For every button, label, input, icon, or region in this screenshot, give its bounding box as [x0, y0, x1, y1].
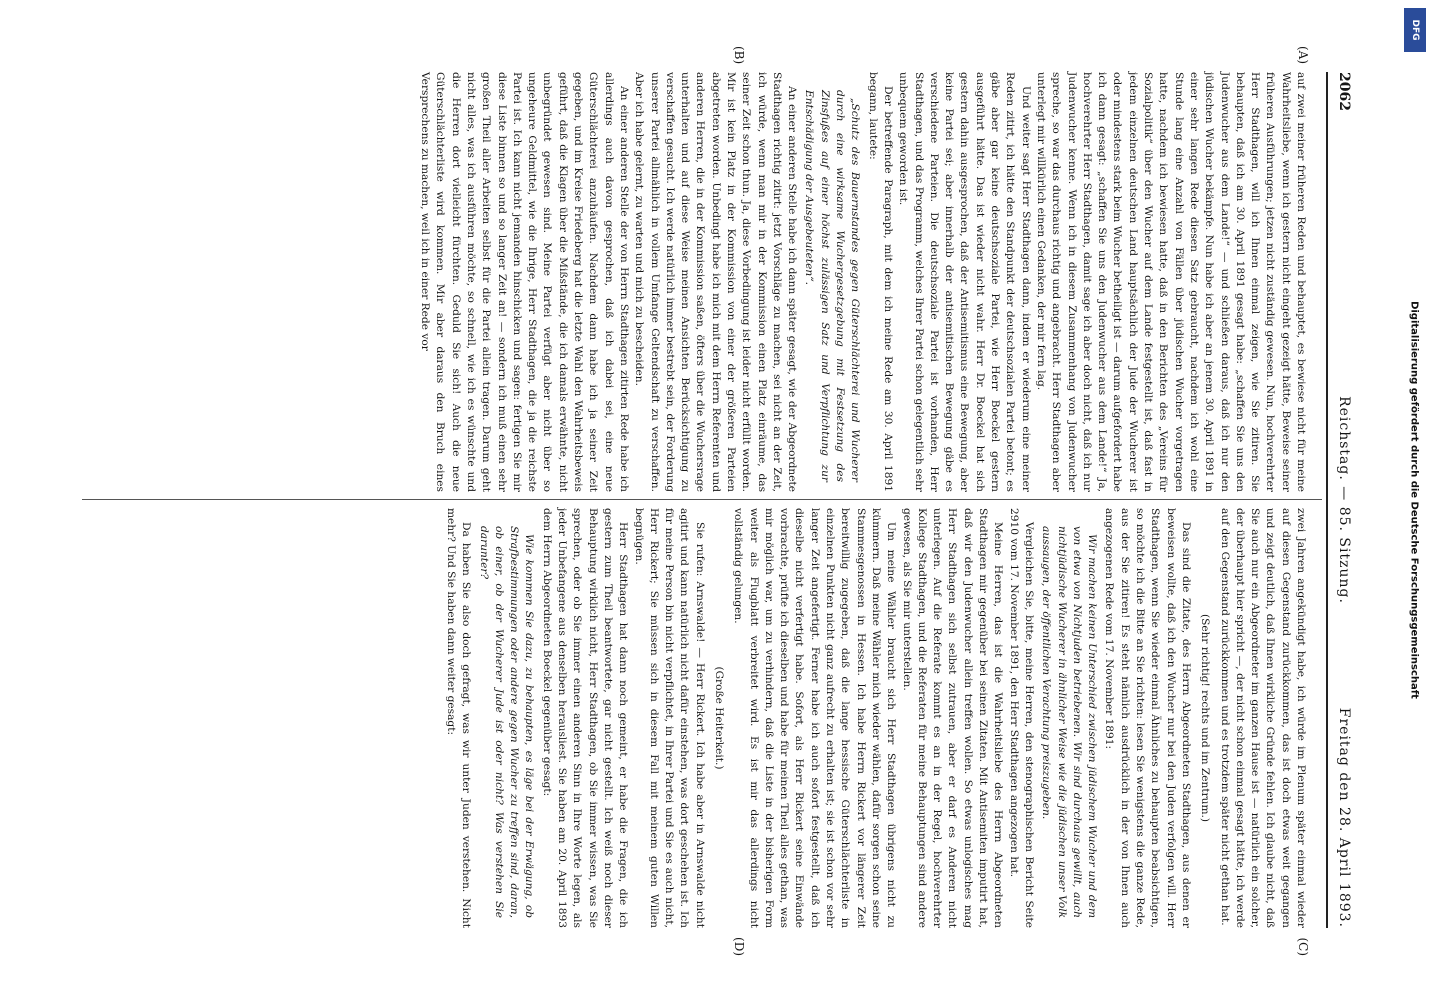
margin-marker-a: (A): [1296, 46, 1310, 65]
quoted-paragraph: Wir machen keinen Unterschied zwischen jüdischem Wucher und dem von etwa von Nichtjuden betriebenen. Wir sind durchaus gewillt, auch nichtjüdische Wucherer in ähnlicher Weise wie die jüdischen unser Volk aussaugen, der öffentlichen Verachtung preiszugeben.: [1040, 526, 1099, 918]
funding-notice-text: Digitalisierung gefördert durch die Deutsche Forschungsgemeinschaft: [1408, 301, 1420, 699]
paragraph: Das sind die Zitate, des Herrn Abgeordneten Stadthagen, aus denen er beweisen wollte, daß ich den Wucher nur bei den Juden verfolgen will. Herr Stadthagen, wenn Sie wieder einmal Ähnliches zu behaupten beabsichtigen, so möchte ich die Bitte an Sie richten: lesen Sie wenigstens die ganze Rede, aus der Sie zitiren! Es steht nämlich ausdrücklich in der von Ihnen auch angezogenen Rede vom 17. November 1891:: [1103, 508, 1192, 928]
margin-marker-b: (B): [732, 46, 746, 65]
header-rule: [1326, 72, 1328, 928]
funding-notice: [1402, 10, 1426, 990]
session-title: Reichstag. — 85. Sitzung.: [1336, 396, 1352, 604]
paragraph: An einer anderen Stelle der von Herrn Stadthagen zitirten Rede habe ich allerdings auch davon gesprochen, daß ich dabei sei, eine neue Güterschlächterei anzuhäufen. Nachdem dann habe ich ja seiner Zeit gegeben, und im Kreise Friedeberg hat die letzte Wahl den Wahrheitsbeweis geführt, daß die Klagen über die Mißstände, die ich damals erwähnte, nicht unbegründet gewesen sind. Meine Partei verfügt aber nicht über so ungeheure Geldmittel, wie die Ihrige, Herr Stadthagen, die ja die reichste Partei ist. Ich kann nicht jemanden hinschicken und sagen: fertigen Sie mir diese Liste binnen so und so langer Zeit an! — sondern ich muß einen sehr großen Theil aller Arbeiten selbst für die Partei allein tragen. Darum geht nicht alles, was ich ausführen möchte, so schnell, wie ich es wünschte und die Herren dort vielleicht fürchten. Geduld Sie sich! Auch die neue Güterschlächterliste wird kommen. Mir aber daraus den Bruch eines Versprechens zu machen, weil ich in einer Rede vor: [419, 72, 630, 492]
quoted-paragraph: Wie kommen Sie dazu, zu behaupten, es läge bei der Erwägung, ob Strafbestimmungen oder andere gegen Wucher zu treffen sind, daran, ob einer, ob der Wucherer Jude ist oder nicht? Was verstehen Sie darunter?: [477, 526, 536, 918]
paragraph: Meine Herren, das ist die Wahrheitsliebe des Herrn Abgeordneten Stadthagen mir gegenüber bei seinen Zitaten. Mit Antisemiten imputirt hat, daß wir den Judenwucher allein treffen wollen. So etwas unlogisches mag Herr Stadthagen sich selbst zutrauen, aber er darf es Anderen nicht unterlegen. Auf die Referate kommt es an in der Regel, hochverehrter Kollege Stadthagen, und die Referaten für meine Behauptungen sind andere gewesen, als Sie mir unterstellen.: [900, 508, 1005, 928]
paragraph: Vergleichen Sie, bitte, meine Herren, den stenographischen Bericht Seite 2910 vom 17. November 1891, den Herr Stadthagen angezogen hat.: [1007, 508, 1035, 928]
session-date: Freitag den 28. April 1893.: [1336, 707, 1352, 928]
paragraph: Herr Stadthagen hat dann noch gemeint, er habe die Fragen, die ich gestern zum Theil beantwortete, gar nicht gestellt. Ich weiß noch dieser Behauptung wirklich nicht, Herr Stadthagen, ob Sie immer wissen, was Sie sprechen, oder ob Sie immer einen anderen Sinn in Ihre Worte legen, als jeder Unbefangene aus denselben herausliest. Sie haben am 20. April 1893 dem Herrn Abgeordneten Boeckel gegenüber gesagt:: [540, 508, 630, 928]
column-divider: [82, 499, 1322, 500]
left-column: [417, 72, 1308, 492]
dfg-logo: DFG: [1404, 8, 1426, 52]
interjection: (Sehr richtig! rechts und im Zentrum.): [1199, 613, 1212, 823]
right-column: [443, 508, 1308, 928]
paragraph: Um meine Wähler braucht sich Herr Stadthagen übrigens nicht zu kümmern. Daß meine Wähler mich wieder wählen, dafür sorgen schon seine Stammesgenossen in Hessen. Ich habe Herrn Rickert vor längerer Zeit bereitwillig zugegeben, daß die lange hessische Güterschlächterliste in einzelnen Punkten nicht ganz aufrecht zu erhalten ist; sie ist schon vor sehr langer Zeit angefertigt. Ferner habe ich auch sofort festgestellt, daß ich dieselbe nicht verfertigt habe. Sofort, als Herr Rickert seine Einwände vorbrachte, prüfte ich dieselben und habe für meinen Theil alles gethan, was mir möglich war, um zu verhindern, daß die Liste in der bisherigen Form weiter als Flugblatt verbreitet wird. Es ist mir das allerdings nicht vollständig gelungen.: [732, 508, 898, 928]
interjection: (Große Heiterkeit.): [713, 666, 726, 770]
paragraph: Da haben Sie also doch gefragt, was wir unter Juden verstehen. Nicht mehr? Und Sie haben dann weiter gesagt:: [444, 508, 473, 928]
margin-marker-d: (D): [732, 937, 746, 956]
margin-marker-c: (C): [1296, 937, 1310, 956]
paragraph: An einer anderen Stelle habe ich dann später gesagt, wie der Abgeordnete Stadthagen richtig zitirt: jetzt Vorschläge zu machen, sei nicht an der Zeit, ich würde, wenn man mir in der Kommission einen Platz einräume, das seiner Zeit schon thun. Ja, diese Vorbedingung ist leider nicht erfüllt worden. Mir ist kein Platz in der Kommission von einer der größeren Parteien abgetreten worden. Unbedingt habe ich mich mit dem Herrn Referenten und anderen Herren, die in der Kommission saßen, öfters über die Wuchersrage unterhalten und auf diese Weise meinen Ansichten Berücksichtigung zu verschaffen gesucht. Ich werde natürlich immer bestrebt sein, der Forderung unserer Partei allmählich in vollem Umfange Geltendschaft zu verschaffen. Aber ich habe gelernt, zu warten und mich zu bescheiden.: [633, 72, 799, 492]
paragraph: Der betreffende Paragraph, mit dem ich meine Rede am 30. April 1891 begann, lautete:: [866, 72, 894, 492]
page-header: [1332, 72, 1352, 928]
paragraph: Sie rufen: Arnswalde! — Herr Rickert. Ich habe aber in Arnswalde nicht agitirt und kann natürlich nicht dafür einstehen, was dort geschehen ist. Ich für meine Person bin nicht verpflichtet, in Ihrer Partei und Sie es auch nicht, Herr Rickert; Sie müssen sich in diesem Fall mit meinem guten Willen begnügen.: [632, 508, 706, 928]
paragraph: zwei Jahren angekündigt habe, ich würde im Plenum später einmal wieder auf diesen Gegenstand zurückkommen, das ist doch etwas weit gegangen und zeigt deutlich, daß Ihnen wirkliche Gründe fehlen. Ich glaube nicht, daß Sie auch nur ein Abgeordneter im ganzen Hause ist — natürlich ein solcher, der überhaupt hier spricht —, der nicht schon einmal gesagt hätte, ich werde auf den Gegenstand zurückkommen und es trotzdem später nicht gethan hat.: [1218, 508, 1307, 928]
paragraph: auf zwei meiner früheren Reden und behauptet, es bewiese nicht für meine Wahrheitsliebe, wenn ich gestern nicht eingeht gezeigt hätte, Beweise seiner früheren Ausführungen; jetzen nicht zuständig gewesen. Nun, hochverehrter Herr Stadthagen, will ich Ihnen einmal zeigen, wie Sie zitiren. Sie behaupten, daß ich am 30. April 1891 gesagt habe: „schaffen Sie uns den Judenwucher aus dem Lande!“ — und schließen daraus, daß ich nur den jüdischen Wucher bekämpfe. Nun habe ich aber an jenem 30. April 1891 in einer sehr langen Rede diesen Satz gebraucht, nachdem ich wohl eine Stunde lang eine Anzahl von Fällen über jüdischen Wucher vorgetragen hatte, nachdem ich bewiesen hatte, daß in den Berichten des „Vereins für Sozialpolitik“ über den Wucher auf dem Lande festgestellt ist, daß fast in jedem einzelnen deutschen Land hauptsächlich der Jude der Wucherer ist oder mindestens stark beim Wucher betheiligt ist — darum aufgefordert habe ich dann gesagt: „schaffen Sie uns den Judenwucher aus dem Lande!“ Ja, hochverehrter Herr Stadthagen, damit sage ich aber doch nicht, daß ich nur Judenwucher kenne. Wenn ich in diesem Zusammenhang von Judenwucher spreche, so war das durchaus richtig und angebracht. Herr Stadthagen aber unterlegt mir willkürlich einen Gedanken, der mir fern lag.: [1034, 72, 1307, 492]
newspaper-page: [46, 30, 1386, 970]
paragraph: Und weiter sagt Herr Stadthagen dann, indem er wiederum eine meiner Reden zitirt, ich hätte den Standpunkt der deutschsozialen Partei betont; es gäbe aber gar keine deutschsoziale Partei, wie Herr Boeckel gestern ausgeführt hätte. Das ist wieder nicht wahr. Herr Dr. Boeckel hat sich gestern dahin ausgesprochen, daß der Antisemitismus eine Bewegung, aber keine Partei sei; aber innerhalb der antisemitischen Bewegung gäbe es verschiedene Parteien. Die deutschsoziale Partei ist vorhanden, Herr Stadthagen, und das Programm, welches Ihrer Partei schon gelegentlich sehr unbequem geworden ist.: [897, 72, 1032, 492]
page-number: 2062: [1336, 72, 1352, 111]
quoted-paragraph: „Schutz des Bauernstandes gegen Güterschlächterei und Wucherer durch eine wirksame Wuchergesetzgebung mit Festsetzung des Zinsfußes auf einer höchst zulässigen Satz und Verpflichtung zur Entschädigung der Ausgebeuteten“.: [803, 90, 862, 482]
